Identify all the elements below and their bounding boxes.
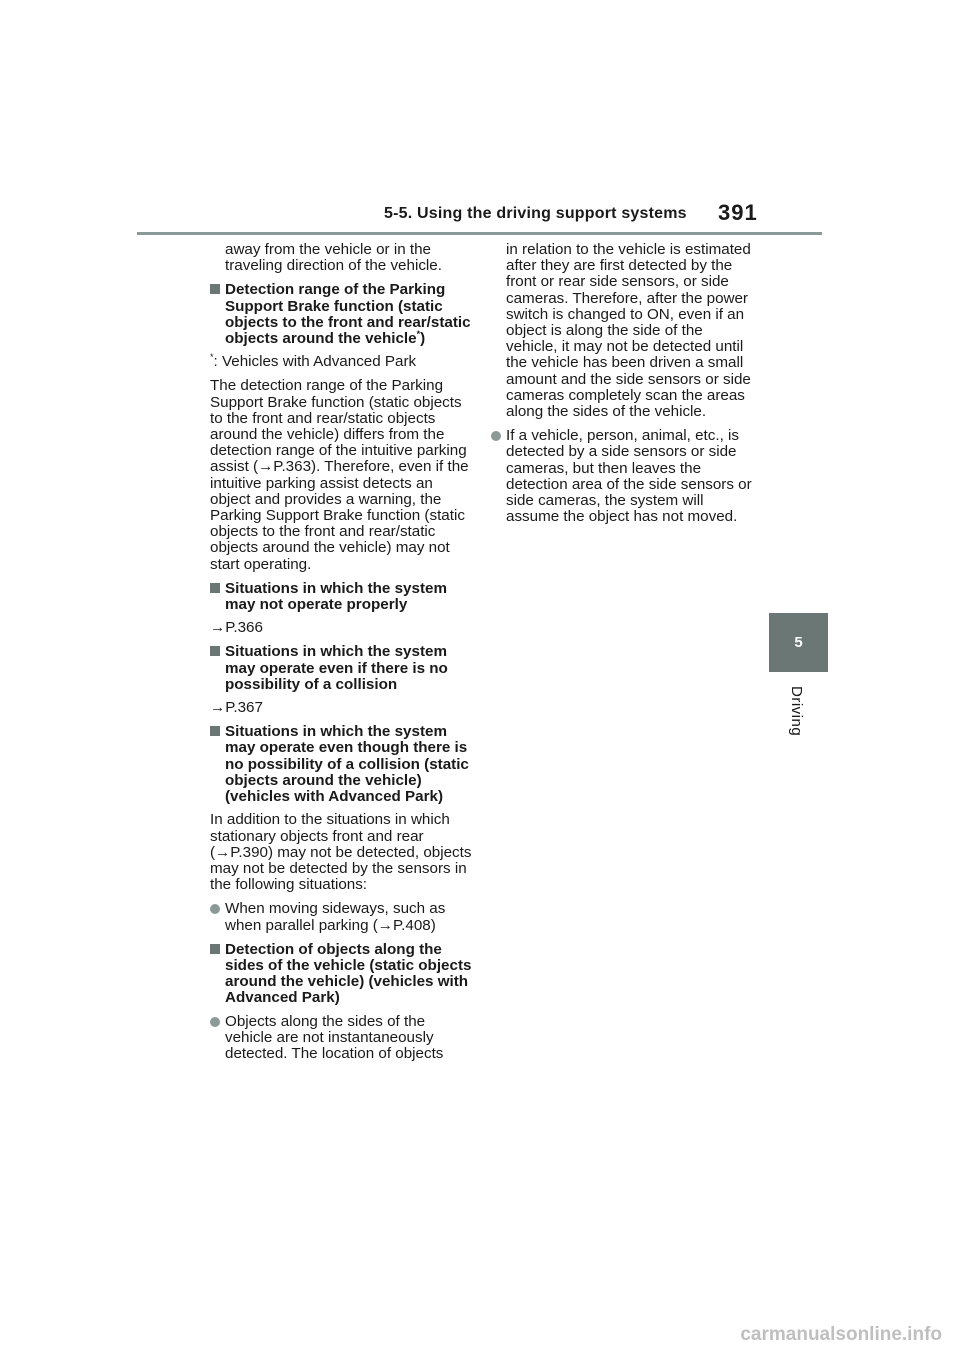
bullet-item	[210, 901, 472, 933]
subheading-text: Situations in which the system may operate even though there is no possibility of a collision (static objects around the vehicle) (vehicles with Advanced Park)	[225, 723, 469, 806]
body-paragraph: The detection range of the Parking Support Brake function (static objects to the front and rear/static objects around the vehicle) differs from the detection range of the intuitive parking assist (→P.363). Therefore, even if the intuitive parking assist detects an object and provides a warning, the Parking Support Brake function (static objects to the front and rear/static objects around the vehicle) may not start operating.	[210, 377, 469, 573]
chapter-label: Driving	[788, 686, 805, 737]
square-bullet-icon	[210, 646, 220, 656]
subheading-not-operate	[210, 581, 472, 613]
subheading-text-end: )	[420, 330, 426, 348]
header-rule	[137, 232, 822, 235]
bullet-item	[210, 1014, 472, 1063]
bullet-text: Objects along the sides of the vehicle are not instantaneously detected. The location of objects	[225, 1012, 444, 1062]
square-bullet-icon	[210, 944, 220, 954]
footnote-marker: *	[416, 328, 421, 339]
bullet-text: When moving sideways, such as when parallel parking (→P.408)	[225, 900, 446, 934]
body-paragraph: In addition to the situations in which stationary objects front and rear (→P.390) may not be detected, objects may not be detected by the sensors in the following situations:	[210, 811, 472, 894]
subheading-may-operate-static	[210, 724, 472, 805]
page-number: 391	[718, 200, 758, 225]
chapter-number: 5	[794, 634, 803, 651]
subheading-may-operate	[210, 644, 472, 693]
section-title: 5-5. Using the driving support systems	[384, 205, 687, 222]
subheading-detection-range	[210, 282, 472, 347]
subheading-text: Situations in which the system may operate even if there is no possibility of a collision	[225, 643, 448, 693]
subheading-text: Situations in which the system may not operate properly	[225, 579, 447, 614]
footnote	[210, 354, 472, 370]
square-bullet-icon	[210, 583, 220, 593]
footnote-text: : Vehicles with Advanced Park	[213, 353, 417, 371]
subheading-text: Detection range of the Parking Support Brake function (static objects to the front and rear/static objects around the vehicle	[225, 281, 471, 348]
continued-paragraph: away from the vehicle or in the traveling direction of the vehicle.	[225, 241, 442, 275]
watermark: carmanualsonline.info	[740, 1324, 942, 1345]
square-bullet-icon	[210, 284, 220, 294]
bullet-item	[491, 428, 753, 525]
left-column	[210, 242, 472, 1070]
bullet-text: If a vehicle, person, animal, etc., is detected by a side sensors or side cameras, but then leaves the detection area of the side sensors or side cameras, the system will assume the object has not moved.	[506, 427, 752, 526]
circle-bullet-icon	[210, 904, 220, 914]
page-reference-link[interactable]: →P.366	[210, 619, 263, 637]
subheading-side-detection	[210, 942, 472, 1007]
circle-bullet-icon	[491, 431, 501, 441]
square-bullet-icon	[210, 726, 220, 736]
page-reference-link[interactable]: →P.367	[210, 699, 263, 717]
footnote-mark: *	[210, 352, 214, 363]
circle-bullet-icon	[210, 1017, 220, 1027]
chapter-tab[interactable]	[769, 613, 828, 672]
right-column	[491, 242, 753, 533]
subheading-text: Detection of objects along the sides of the vehicle (static objects around the vehicle) (vehicles with Advanced Park)	[225, 940, 472, 1007]
continued-paragraph: in relation to the vehicle is estimated after they are first detected by the front or rear side sensors, or side cameras. Therefore, after the power switch is changed to ON, even if an object is along the side of the vehicle, it may not be detected until the vehicle has been driven a small amount and the side sensors or side cameras completely scan the areas along the sides of the vehicle.	[506, 241, 751, 421]
